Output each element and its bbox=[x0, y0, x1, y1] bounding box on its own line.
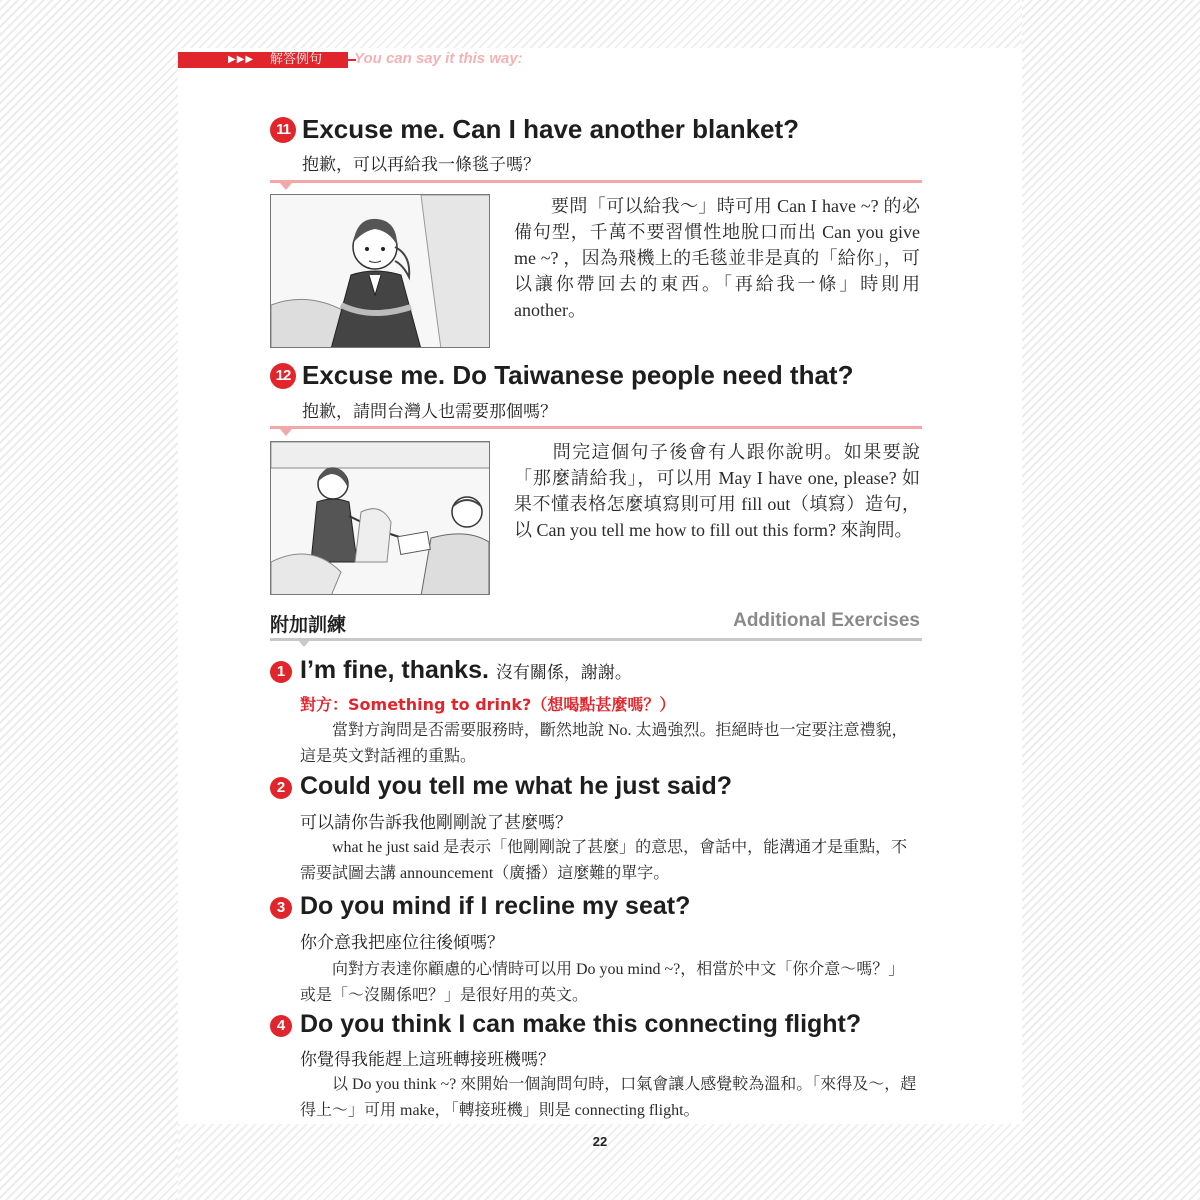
left-margin-pattern bbox=[0, 0, 178, 1200]
exercise-english-2: Could you tell me what he just said? bbox=[300, 772, 732, 800]
exercise-chinese-4: 你覺得我能趕上這班轉接班機嗎？ bbox=[300, 1050, 555, 1070]
section-title-en: Additional Exercises bbox=[733, 610, 920, 631]
question-divider-12 bbox=[270, 426, 922, 429]
exercise-chinese-2: 可以請你告訴我他剛剛說了甚麼嗎？ bbox=[300, 813, 572, 833]
exercise-explanation-1: 當對方詢問是否需要服務時，斷然地說 No. 太過強烈。拒絕時也一定要注意禮貌，這是英文對話裡的重點。 bbox=[300, 722, 908, 765]
exercise-explanation-3: 向對方表達你顧慮的心情時可以用 Do you mind ~?，相當於中文「你介意～嗎？」或是「～沒關係吧？」是很好用的英文。 bbox=[300, 961, 905, 1004]
question-english-12: Excuse me. Do Taiwanese people need that? bbox=[302, 360, 854, 390]
top-margin-pattern bbox=[178, 0, 1022, 48]
question-number-11: 11 bbox=[270, 117, 296, 143]
illustration-passenger-form-drawing bbox=[271, 442, 490, 595]
section-title-zh: 附加訓練 bbox=[270, 614, 347, 636]
exercise-english-1 bbox=[300, 656, 632, 685]
exercise-reply-1: 對方：Something to drink?（想喝點甚麼嗎？） bbox=[300, 695, 676, 714]
question-divider-11 bbox=[270, 180, 922, 183]
exercise-number-1: 1 bbox=[270, 661, 292, 683]
question-chinese-11: 抱歉，可以再給我一條毯子嗎？ bbox=[302, 155, 540, 175]
page-number: 22 bbox=[592, 1134, 608, 1149]
header-band bbox=[178, 52, 348, 68]
illustration-flight-attendant-drawing bbox=[271, 195, 490, 348]
exercise-explanation-4: 以 Do you think ~? 來開始一個詢問句時，口氣會讓人感覺較為溫和。「來得及～，趕得上～」可用 make，「轉接班機」則是 connecting flight。 bbox=[300, 1076, 917, 1119]
page bbox=[178, 0, 1022, 1200]
section-divider bbox=[270, 638, 922, 641]
question-chinese-12: 抱歉，請問台灣人也需要那個嗎？ bbox=[302, 402, 557, 422]
question-explanation-11: 要問「可以給我～」時可用 Can I have ~? 的必備句型，千萬不要習慣性地脫口而出 Can you give me ~? ，因為飛機上的毛毯並非是真的「給你」，可以讓你帶回去的東西。「再給我一條」時則用 another。 bbox=[514, 196, 920, 320]
illustration-passenger-form bbox=[270, 441, 490, 595]
divider-pointer bbox=[280, 183, 292, 190]
exercise-number-4: 4 bbox=[270, 1015, 292, 1037]
question-number-12: 12 bbox=[270, 363, 296, 389]
exercise-number-3: 3 bbox=[270, 897, 292, 919]
section-divider-pointer bbox=[298, 640, 310, 647]
illustration-flight-attendant bbox=[270, 194, 490, 348]
exercise-english-4: Do you think I can make this connecting flight? bbox=[300, 1010, 862, 1038]
exercise-number-2: 2 bbox=[270, 777, 292, 799]
header-arrows-icon: ▶▶▶ bbox=[228, 54, 255, 65]
question-english-11: Excuse me. Can I have another blanket? bbox=[302, 114, 800, 144]
header-label-zh: 解答例句 bbox=[270, 52, 323, 67]
divider-pointer bbox=[280, 429, 292, 436]
exercise-explanation-2: what he just said 是表示「他剛剛說了甚麼」的意思，會話中，能溝通才是重點，不需要試圖去講 announcement（廣播）這麼難的單字。 bbox=[300, 839, 908, 882]
header-label-en: You can say it this way: bbox=[354, 50, 523, 67]
right-margin-pattern bbox=[1022, 0, 1200, 1200]
exercise-english-3: Do you mind if I recline my seat? bbox=[300, 892, 691, 920]
exercise-english-1-text: I’m fine, thanks. bbox=[300, 656, 489, 684]
exercise-chinese-3: 你介意我把座位往後傾嗎？ bbox=[300, 933, 504, 953]
exercise-chinese-inline-1: 沒有關係，謝謝。 bbox=[495, 663, 632, 683]
question-explanation-12: 問完這個句子後會有人跟你說明。如果要說「那麼請給我」，可以用 May I have one, please? 如果不懂表格怎麼填寫則可用 fill out（填寫）造句，以 Can you tell me how to fill out this form? 來詢問。 bbox=[514, 442, 920, 540]
